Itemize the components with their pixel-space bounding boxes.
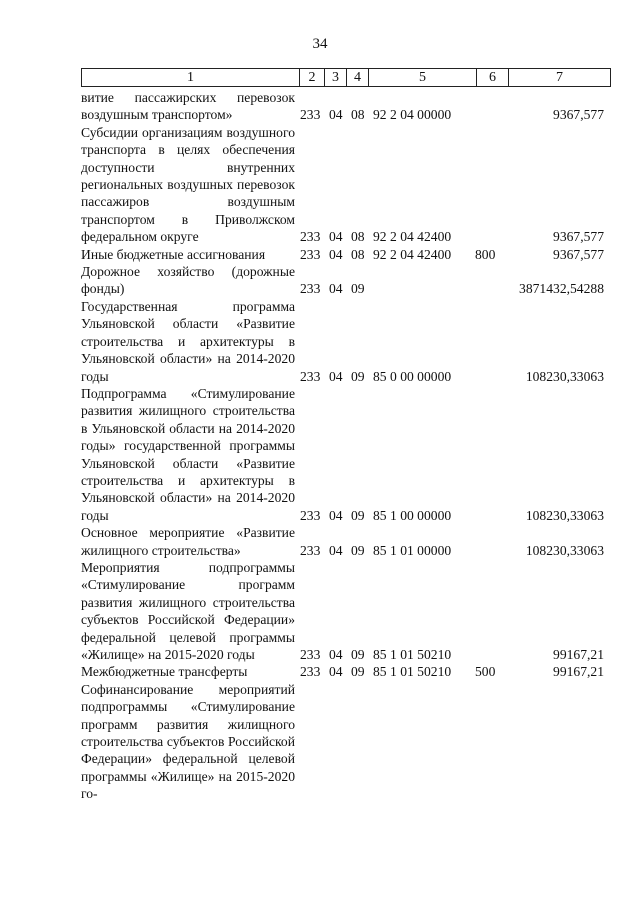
row-code-2: 233	[300, 647, 321, 662]
table-row	[81, 385, 611, 524]
row-code-3: 04	[329, 507, 343, 523]
row-code-5: 92 2 04 42400	[373, 229, 452, 245]
table-row	[81, 89, 611, 124]
table-row	[81, 559, 611, 663]
header-col-3: 3	[324, 69, 346, 86]
row-code-5: 85 0 00 00000	[373, 368, 452, 384]
row-amount: 9367,577	[553, 246, 604, 262]
row-code-2: 233	[300, 229, 321, 245]
row-name: Иные бюджетные ассигнования	[81, 246, 266, 262]
table-row	[81, 298, 611, 385]
header-col-5: 5	[368, 69, 476, 86]
row-name: Субсидии организациям воздушного транспорта в целях обеспечения доступности внутренних региональных воздушных перевозок пассажиров воздушным транспортом в Приволжском федеральном округе	[81, 124, 295, 245]
table-header	[81, 68, 611, 87]
row-name: Основное мероприятие «Развитие жилищного строительства»	[81, 525, 295, 558]
page-number: 34	[312, 36, 328, 52]
row-code-2: 233	[300, 507, 321, 523]
header-col-7: 7	[508, 69, 610, 86]
row-amount: 9367,577	[553, 229, 604, 245]
header-col-4: 4	[346, 69, 368, 86]
row-code-5: 85 1 01 00000	[373, 542, 452, 558]
row-amount: 9367,577	[553, 107, 604, 123]
table-row	[81, 681, 611, 803]
row-code-5: 85 1 00 00000	[373, 507, 452, 523]
row-code-4: 09	[351, 542, 365, 558]
header-col-1: 1	[187, 70, 194, 85]
row-name: Мероприятия подпрограммы «Стимулирование программ развития жилищного строительства субъектов Российской Федерации» федеральной целевой программы «Жилище» на 2015-2020 годы	[81, 559, 295, 662]
row-code-3: 04	[329, 281, 343, 297]
table-row	[81, 263, 611, 298]
header-col-2: 2	[299, 69, 324, 86]
row-code-4: 08	[351, 246, 365, 262]
row-amount: 99167,21	[553, 647, 604, 662]
row-code-3: 04	[329, 664, 343, 680]
row-code-4: 09	[351, 664, 365, 680]
table-row	[81, 663, 611, 680]
header-col-6: 6	[476, 69, 508, 86]
row-code-5: 92 2 04 42400	[373, 246, 452, 262]
row-code-5: 92 2 04 00000	[373, 107, 452, 123]
row-code-4: 08	[351, 107, 365, 123]
row-name: Межбюджетные трансферты	[81, 664, 248, 680]
row-code-5: 85 1 01 50210	[373, 664, 452, 680]
row-amount: 3871432,54288	[519, 281, 604, 297]
row-code-4: 09	[351, 507, 365, 523]
row-code-3: 04	[329, 107, 343, 123]
row-amount: 108230,33063	[525, 507, 604, 523]
row-code-2: 233	[300, 664, 321, 680]
row-code-3: 04	[329, 246, 343, 262]
row-code-2: 233	[300, 107, 321, 123]
row-code-6: 500	[475, 664, 496, 680]
row-code-2: 233	[300, 246, 321, 262]
row-amount: 108230,33063	[525, 542, 604, 558]
row-name: витие пассажирских перевозок воздушным транспортом»	[81, 90, 295, 123]
row-code-2: 233	[300, 368, 321, 384]
table-row	[81, 246, 611, 263]
row-name: Софинансирование мероприятий подпрограммы «Стимулирование программ развития жилищного строительства субъектов Российской Федерации» федеральной целевой программы «Жилище» на 2015-2020 го-	[81, 681, 295, 802]
row-code-4: 09	[351, 647, 365, 662]
row-name: Дорожное хозяйство (дорожные фонды)	[81, 264, 295, 297]
row-name: Подпрограмма «Стимулирование развития жилищного строительства в Ульяновской области на 2014-2020 годы» государственной программы Ульяновской области «Развитие строительства и архитектуры в Ульяновской области» на 2014-2020 годы	[81, 385, 295, 523]
row-code-4: 09	[351, 368, 365, 384]
row-code-2: 233	[300, 542, 321, 558]
row-amount: 108230,33063	[525, 368, 604, 384]
table-body	[81, 89, 611, 803]
row-amount: 99167,21	[553, 664, 604, 680]
table-row	[81, 524, 611, 559]
row-code-3: 04	[329, 368, 343, 384]
row-code-3: 04	[329, 542, 343, 558]
row-name: Государственная программа Ульяновской области «Развитие строительства и архитектуры в Ульяновской области» на 2014-2020 годы	[81, 298, 295, 384]
row-code-3: 04	[329, 229, 343, 245]
row-code-5: 85 1 01 50210	[373, 647, 452, 662]
row-code-3: 04	[329, 647, 343, 662]
row-code-2: 233	[300, 281, 321, 297]
row-code-4: 09	[351, 281, 365, 297]
row-code-4: 08	[351, 229, 365, 245]
table-row	[81, 124, 611, 246]
row-code-6: 800	[475, 246, 496, 262]
